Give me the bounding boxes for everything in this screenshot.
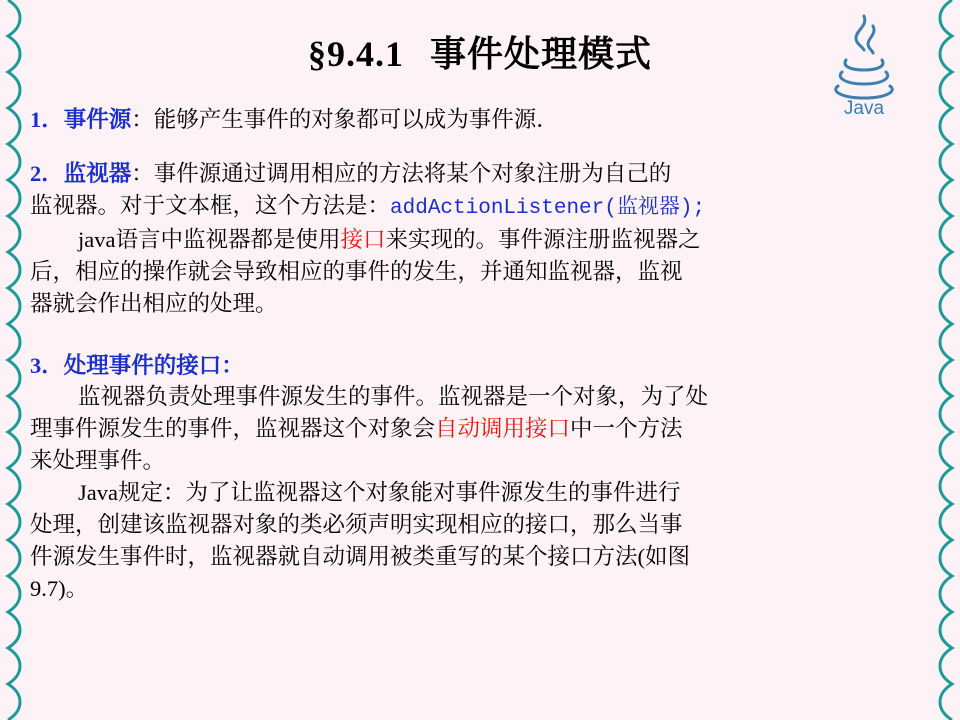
item1-line	[30, 104, 930, 136]
item3-para2-line1: Java规定：为了让监视器这个对象能对事件源发生的事件进行	[78, 480, 681, 506]
item2-para2-line2: 后，相应的操作就会导致相应的事件的发生，并通知监视器，监视	[30, 258, 683, 284]
item1-colon: ：	[131, 107, 154, 132]
item1-body: 能够产生事件的对象都可以成为事件源．	[153, 107, 559, 132]
slide-content	[30, 104, 930, 609]
item3-colon: ：	[221, 352, 244, 378]
content-item-1	[30, 104, 930, 136]
item1-heading: 事件源	[63, 107, 132, 132]
item3-p1-part1: 理事件源发生的事件，监视器这个对象会	[30, 416, 436, 442]
item2-heading: 监视器	[63, 160, 132, 186]
item3-para1-line2	[30, 413, 930, 445]
item2-colon: ：	[131, 160, 154, 186]
item2-line1	[30, 158, 930, 190]
item2-number: 2．	[30, 160, 64, 186]
item3-para1-line3: 来处理事件。	[30, 448, 166, 474]
item3-heading: 处理事件的接口	[63, 352, 222, 378]
content-item-3	[30, 350, 930, 606]
decorative-wave-border-right	[934, 0, 956, 720]
content-item-2	[30, 158, 930, 320]
item3-number: 3．	[30, 352, 64, 378]
title-text: 事件处理模式	[429, 34, 652, 74]
item2-p2-highlight: 接口	[340, 226, 386, 252]
java-logo-label: Java	[843, 98, 885, 116]
item3-para2-line3: 件源发生事件时，监视器就自动调用被类重写的某个接口方法(如图	[30, 544, 690, 570]
item3-para2-line2: 处理，创建该监视器对象的类必须声明实现相应的接口，那么当事	[30, 512, 683, 538]
item2-para2-line1	[30, 224, 930, 256]
item1-number: 1．	[30, 107, 64, 132]
item3-heading-line	[30, 350, 930, 382]
item2-code: addActionListener(监视器);	[390, 196, 706, 220]
item2-body-line2: 监视器。对于文本框，这个方法是：	[30, 192, 391, 218]
spacer-1	[30, 140, 930, 158]
item2-p2-part2: 来实现的。事件源注册监视器之	[385, 226, 701, 252]
item2-body-line1: 事件源通过调用相应的方法将某个对象注册为自己的	[153, 160, 672, 186]
item3-para2-line4: 9.7)。	[30, 576, 89, 602]
item3-para1-line1: 监视器负责处理事件源发生的事件。监视器是一个对象，为了处	[78, 384, 709, 410]
item3-p1-part2: 中一个方法	[570, 416, 683, 442]
page-title	[0, 26, 960, 77]
item2-p2-part1: java语言中监视器都是使用	[78, 226, 341, 252]
spacer-2	[30, 324, 930, 350]
item2-line2	[30, 190, 930, 224]
item2-para2-line3: 器就会作出相应的处理。	[30, 290, 278, 316]
section-number: §9.4.1	[307, 34, 404, 74]
item3-p1-highlight: 自动调用接口	[435, 416, 571, 442]
decorative-wave-border-left	[4, 0, 26, 720]
